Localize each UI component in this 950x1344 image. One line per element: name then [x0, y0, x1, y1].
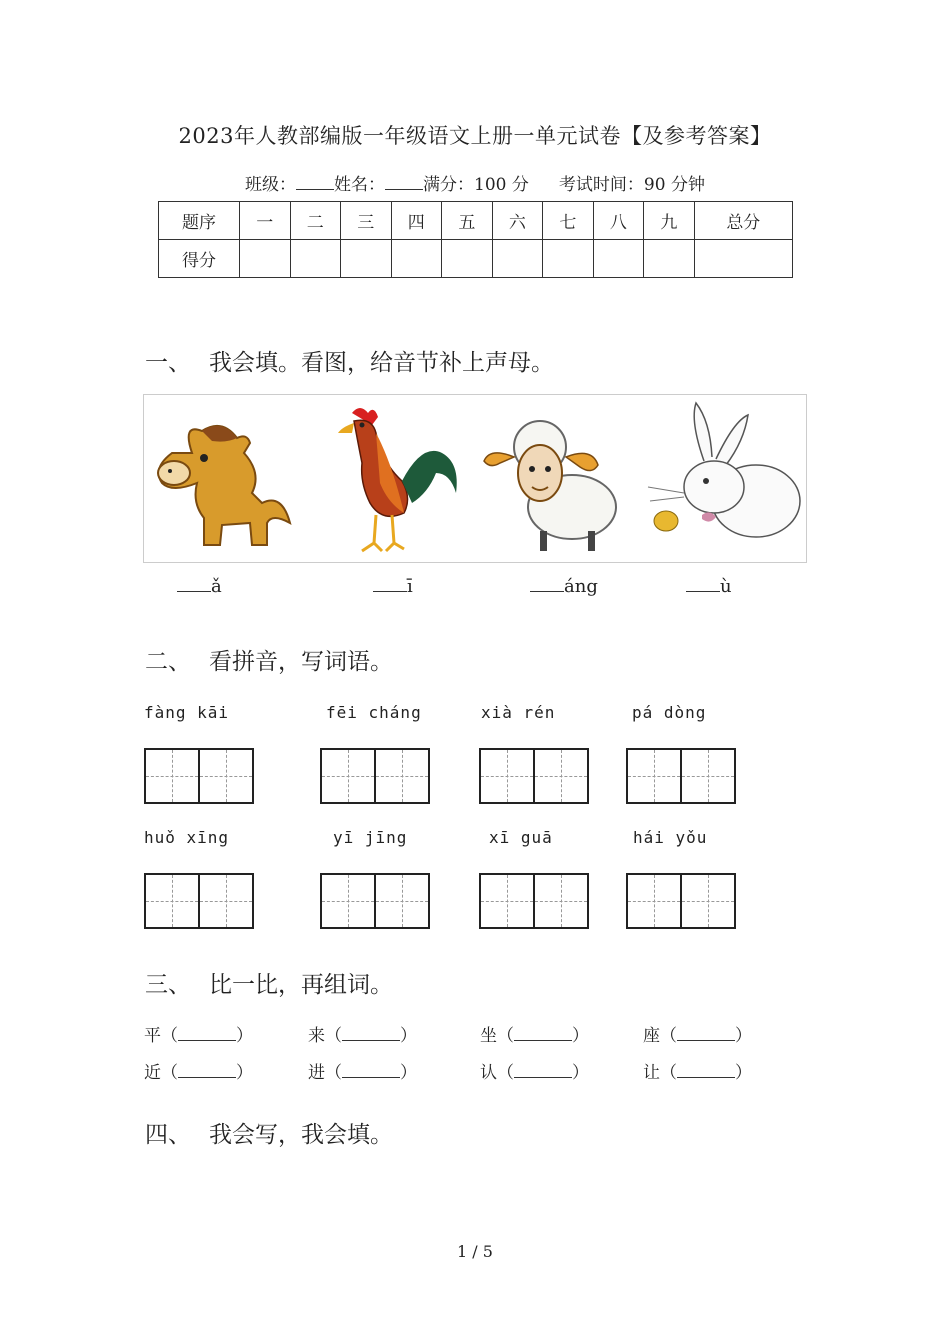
compare-item[interactable]: 认（ ）	[480, 1063, 589, 1083]
header-cell: 题序	[159, 202, 240, 240]
score-cell[interactable]	[442, 240, 493, 278]
writing-grid[interactable]	[144, 748, 254, 804]
header-cell: 七	[543, 202, 594, 240]
class-blank[interactable]	[296, 175, 334, 190]
header-cell: 三	[341, 202, 392, 240]
name-blank[interactable]	[385, 175, 423, 190]
section-number: 四、	[145, 1122, 191, 1148]
page-title: 2023年人教部编版一年级语文上册一单元试卷【及参考答案】	[178, 124, 772, 148]
pinyin-label: xià rén	[481, 703, 556, 722]
header-cell: 八	[593, 202, 644, 240]
header-cell: 总分	[694, 202, 792, 240]
header-cell: 六	[492, 202, 543, 240]
section-number: 三、	[145, 972, 191, 998]
name-label: 姓名：	[334, 175, 386, 195]
rooster-icon	[332, 403, 464, 555]
exam-info	[0, 170, 950, 195]
compare-item[interactable]: 平（ ）	[144, 1026, 253, 1046]
section-text: 看拼音，写词语。	[209, 649, 393, 675]
writing-grid[interactable]	[320, 748, 430, 804]
score-cell[interactable]	[543, 240, 594, 278]
writing-grid[interactable]	[320, 873, 430, 929]
section-number: 二、	[145, 649, 191, 675]
compare-item[interactable]: 让（ ）	[643, 1063, 752, 1083]
pinyin-label: pá dòng	[632, 703, 707, 722]
header-cell: 四	[391, 202, 442, 240]
pinyin-label: xī guā	[489, 828, 553, 847]
score-cell[interactable]	[290, 240, 341, 278]
pinyin-label: huǒ xīng	[144, 828, 230, 847]
score-cell[interactable]	[240, 240, 291, 278]
header-cell: 二	[290, 202, 341, 240]
section-number: 一、	[145, 350, 191, 376]
writing-grid[interactable]	[626, 873, 736, 929]
page-number: 1 / 5	[457, 1242, 493, 1261]
compare-item[interactable]: 来（ ）	[308, 1026, 417, 1046]
section-text: 我会写，我会填。	[209, 1122, 393, 1148]
section-text: 比一比，再组词。	[209, 972, 393, 998]
section-heading	[145, 344, 554, 377]
writing-grid[interactable]	[479, 748, 589, 804]
pinyin-blank-rooster[interactable]: ī	[373, 576, 413, 597]
compare-item[interactable]: 座（ ）	[643, 1026, 752, 1046]
pinyin-label: fēi cháng	[326, 703, 422, 722]
score-cell[interactable]	[391, 240, 442, 278]
section-heading	[145, 643, 393, 676]
writing-grid[interactable]	[144, 873, 254, 929]
score-table-header-row	[159, 202, 793, 240]
pinyin-label: hái yǒu	[633, 828, 708, 847]
score-label: 满分：100 分	[423, 175, 529, 195]
animal-picture-box	[143, 394, 807, 563]
header-cell: 一	[240, 202, 291, 240]
pinyin-label: yī jīng	[333, 828, 408, 847]
score-cell[interactable]	[593, 240, 644, 278]
score-cell[interactable]	[492, 240, 543, 278]
header-cell: 九	[644, 202, 695, 240]
time-label: 考试时间：90 分钟	[558, 175, 705, 195]
score-table	[158, 201, 793, 278]
score-cell[interactable]	[644, 240, 695, 278]
horse-icon	[152, 413, 292, 553]
row-label: 得分	[159, 240, 240, 278]
rabbit-icon	[644, 401, 804, 551]
pinyin-blank-horse[interactable]: ǎ	[177, 576, 222, 597]
compare-item[interactable]: 近（ ）	[144, 1063, 253, 1083]
class-label: 班级：	[245, 175, 297, 195]
header-cell: 五	[442, 202, 493, 240]
compare-item[interactable]: 进（ ）	[308, 1063, 417, 1083]
score-cell[interactable]	[341, 240, 392, 278]
sheep-icon	[480, 417, 620, 557]
score-cell[interactable]	[694, 240, 792, 278]
compare-item[interactable]: 坐（ ）	[480, 1026, 589, 1046]
pinyin-blank-sheep[interactable]: áng	[530, 576, 598, 597]
pinyin-label: fàng kāi	[144, 703, 230, 722]
section-heading	[145, 1116, 393, 1149]
pinyin-blank-rabbit[interactable]: ù	[686, 576, 732, 597]
writing-grid[interactable]	[479, 873, 589, 929]
writing-grid[interactable]	[626, 748, 736, 804]
section-text: 我会填。看图，给音节补上声母。	[209, 350, 554, 376]
score-table-score-row	[159, 240, 793, 278]
section-heading	[145, 966, 393, 999]
